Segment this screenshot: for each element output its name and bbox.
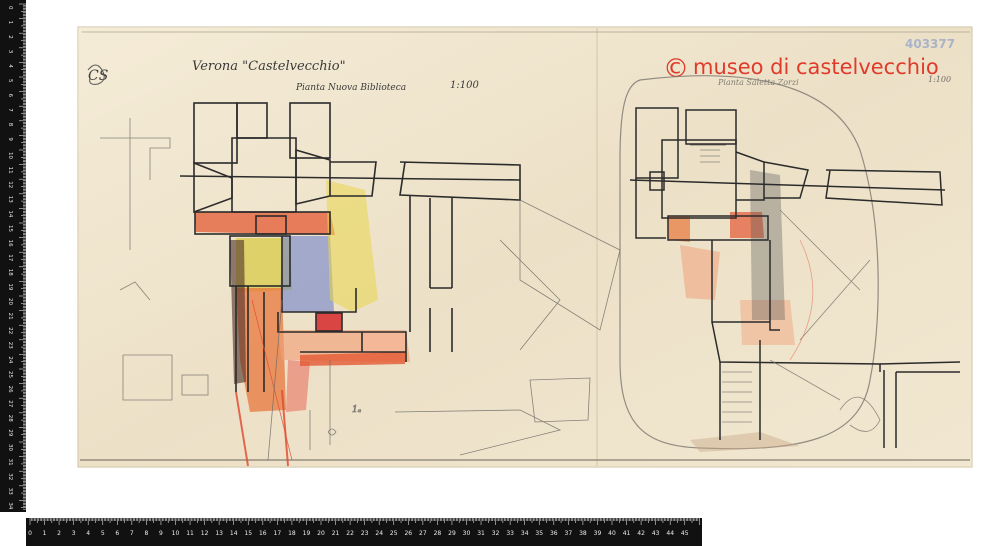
ruler-label: 29 (448, 530, 456, 537)
ruler-label: 5 (7, 79, 13, 83)
ruler-label: 9 (159, 530, 163, 537)
ruler-label: 16 (7, 239, 13, 247)
drawing-sheet (78, 27, 972, 467)
ruler-label: 2 (7, 35, 13, 39)
ruler-label: 24 (7, 356, 13, 364)
ruler-label: 0 (7, 6, 13, 10)
ruler-label: 43 (651, 530, 660, 537)
ruler-label: 20 (317, 530, 325, 537)
ruler-label: 11 (7, 166, 13, 174)
ruler-label: 28 (433, 530, 442, 537)
ruler-label: 34 (520, 530, 529, 537)
ruler-label: 40 (608, 530, 616, 537)
ruler-label: 20 (7, 298, 13, 305)
ruler-label: 15 (244, 530, 253, 537)
ruler-label: 15 (7, 225, 13, 232)
ruler-label: 30 (7, 444, 13, 451)
ruler-label: 1 (42, 530, 47, 537)
ruler-label: 27 (419, 530, 427, 537)
right-plan-caption: Pianta Saletta Zorzi (718, 78, 799, 87)
ruler-label: 6 (7, 93, 13, 98)
ruler-label: 36 (549, 530, 558, 537)
watermark-symbol: © (663, 54, 689, 84)
ruler-label: 18 (288, 530, 296, 537)
ruler-label: 3 (7, 49, 13, 54)
ruler-label: 30 (462, 530, 471, 537)
ruler-label: 33 (7, 487, 13, 495)
small-annotation: 1ₐ (352, 405, 362, 415)
watermark-text: museo di castelvecchio (693, 55, 939, 79)
ruler-label: 18 (7, 268, 13, 276)
ruler-label: 3 (71, 530, 76, 537)
ruler-label: 25 (389, 530, 398, 537)
ruler-label: 31 (7, 458, 13, 466)
ruler-label: 31 (477, 530, 485, 537)
ruler-label: 12 (200, 530, 209, 537)
left-scale-label: 1:100 (450, 80, 479, 91)
ruler-label: 13 (215, 530, 223, 537)
ruler-label: 22 (346, 530, 354, 537)
ruler-label: 21 (7, 312, 13, 320)
ruler-label: 32 (7, 473, 13, 481)
ruler-label: 44 (666, 530, 675, 537)
ruler-label: 34 (7, 502, 13, 510)
ruler-label: 0 (28, 530, 32, 537)
ruler-label: 25 (7, 371, 13, 378)
ruler-label: 33 (506, 530, 514, 537)
ruler-label: 8 (7, 122, 13, 127)
ruler-label: 19 (302, 530, 311, 537)
ruler-label: 14 (229, 530, 238, 537)
ruler-label: 7 (129, 530, 134, 537)
ruler-label: 37 (564, 530, 573, 537)
ruler-label: 24 (375, 530, 384, 537)
left-plan-caption: Pianta Nuova Biblioteca (296, 83, 407, 93)
sheet-title: Verona "Castelvecchio" (192, 59, 346, 74)
ruler-label: 10 (171, 530, 180, 537)
ruler-label: 17 (273, 530, 282, 537)
ruler-label: 1 (7, 20, 13, 25)
inventory-stamp: 403377 (905, 37, 956, 51)
ruler-label: 38 (579, 530, 587, 537)
ruler-label: 39 (593, 530, 602, 537)
ruler-label: 32 (491, 530, 500, 537)
horizontal-ruler (26, 518, 702, 546)
ruler-label: 29 (7, 429, 13, 437)
ruler-label: 14 (7, 210, 13, 218)
ruler-label: 22 (7, 327, 13, 335)
ruler-label: 8 (144, 530, 149, 537)
ruler-label: 2 (57, 530, 62, 537)
right-scale-label: 1:100 (928, 75, 952, 84)
ruler-label: 13 (7, 195, 13, 203)
ruler-label: 45 (680, 530, 689, 537)
ruler-label: 28 (7, 414, 13, 422)
ruler-label: 19 (7, 283, 13, 291)
monogram: CS (88, 68, 109, 84)
vertical-ruler (0, 0, 26, 512)
ruler-label: 5 (100, 530, 105, 537)
ruler-label: 4 (7, 64, 13, 68)
ruler-label: 17 (6, 254, 13, 262)
ruler-label: 23 (7, 341, 13, 349)
ruler-label: 11 (186, 530, 194, 537)
ruler-label: 27 (7, 400, 13, 408)
ruler-label: 10 (7, 152, 13, 159)
ruler-label: 42 (637, 530, 645, 537)
ruler-label: 26 (404, 530, 413, 537)
ruler-label: 16 (258, 530, 267, 537)
ruler-label: 7 (7, 108, 13, 112)
ruler-label: 26 (7, 385, 13, 393)
ruler-label: 21 (331, 530, 340, 537)
ruler-label: 12 (7, 181, 13, 189)
ruler-label: 35 (535, 530, 544, 537)
ruler-label: 6 (115, 530, 120, 537)
ruler-label: 23 (360, 530, 369, 537)
ruler-label: 4 (86, 530, 91, 537)
ruler-label: 41 (622, 530, 631, 537)
ruler-label: 9 (7, 137, 13, 141)
